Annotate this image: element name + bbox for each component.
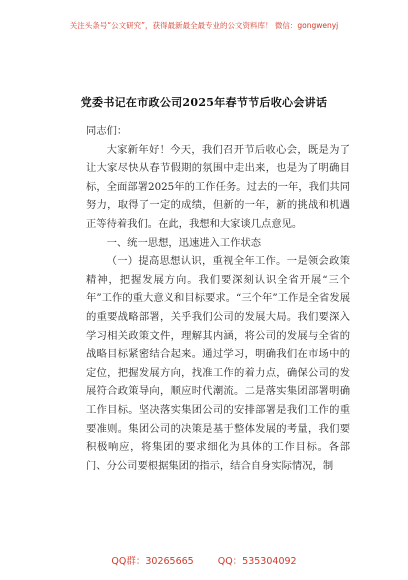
promo-banner: 关注头条号“公文研究”，获得最新最全最专业的公文资料库！ 微信：gongwenyj	[69, 21, 339, 30]
paragraph-opening: 大家新年好！今天，我们召开节后收心会，既是为了让大家尽快从春节假期的氛围中走出来，也是为了明确目标，全面部署2025年的工作任务。过去的一年，我们共同努力，取得了一定的成绩，但新的一年，新的挑战和机遇正等待着我们。在此，我想和大家谈几点意见。	[86, 143, 350, 230]
qq-number: QQ：535304092	[217, 556, 297, 567]
salutation: 同志们：	[86, 125, 128, 137]
section-heading-1: 一、统一思想，迅速进入工作状态	[106, 236, 262, 249]
document-title: 党委书记在市政公司2025年春节节后收心会讲话	[80, 96, 328, 109]
qq-group: QQ群：30265665	[111, 556, 194, 567]
paragraph-section-1-1: （一）提高思想认识，重视全年工作。一是领会政策精神，把握发展方向。我们要深刻认识全省开展“三个年”工作的重大意义和目标要求。“三个年”工作是全省发展的重要战略部署，关乎我们公司的发展大局。我们要深入学习相关政策文件，理解其内涵，将公司的发展与全省的战略目标紧密结合起来。通过学习，明确我们在市场中的定位，把握发展方向，找准工作的着力点，确保公司的发展符合政策导向，顺应时代潮流。二是落实集团部署明确工作目标。坚决落实集团公司的安排部署是我们工作的重要准则。集团公司的决策是基于整体发展的考量，我们要积极响应，将集团的要求细化为具体的工作目标。各部门、分公司要根据集团的指示，结合自身实际情况，制	[86, 255, 350, 472]
contact-footer	[0, 553, 408, 567]
document-body	[86, 118, 350, 475]
